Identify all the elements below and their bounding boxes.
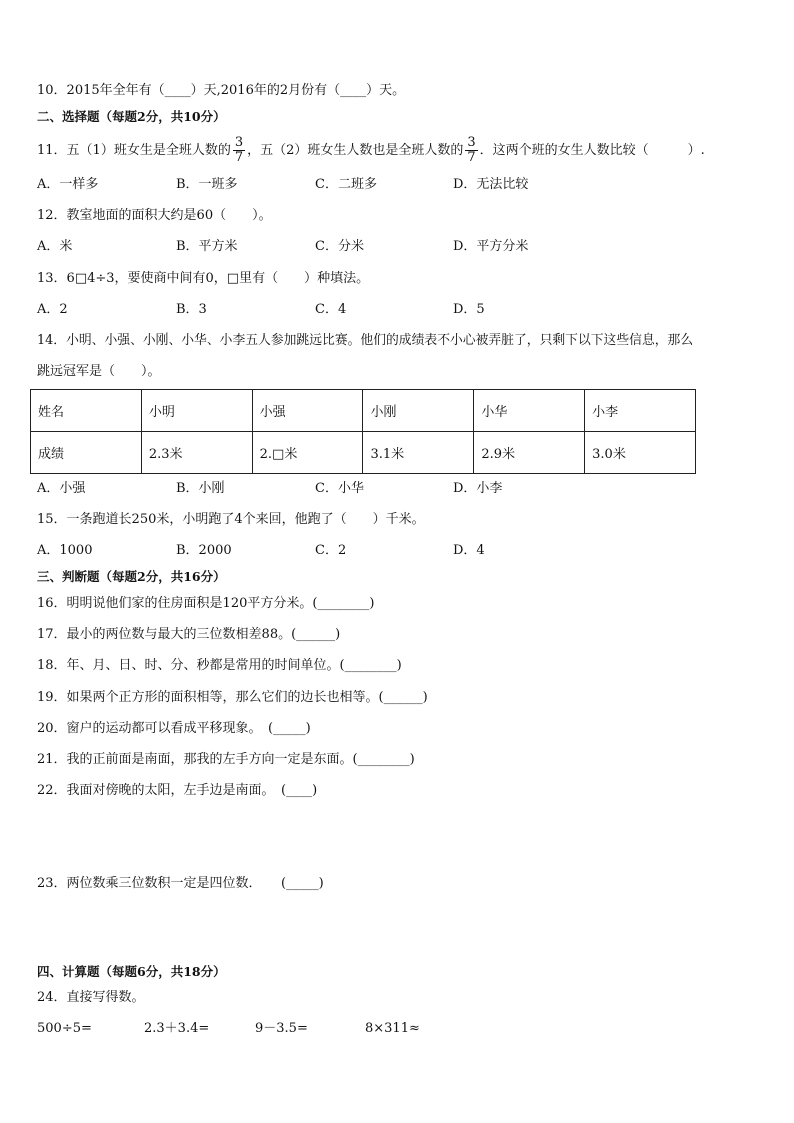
section-heading-choice: 二、选择题（每题2分，共10分） xyxy=(37,109,226,124)
q12-option-d[interactable]: D．平方分米 xyxy=(453,239,529,254)
q13-option-c[interactable]: C．4 xyxy=(315,302,347,317)
question-11-text-part1: 11．五（1）班女生是全班人数的 xyxy=(37,143,231,158)
question-18: 18．年、月、日、时、分、秒都是常用的时间单位。(________) xyxy=(37,658,402,673)
calc-item-4: 8×311≈ xyxy=(365,1021,420,1036)
question-14-line1: 14．小明、小强、小刚、小华、小李五人参加跳远比赛。他们的成绩表不小心被弄脏了，只剩下以下这些信息，那么 xyxy=(37,333,694,348)
question-22: 22．我面对傍晚的太阳，左手边是南面。 (____) xyxy=(37,783,318,798)
q11-option-b[interactable]: B．一班多 xyxy=(176,177,238,192)
question-24: 24．直接写得数。 xyxy=(37,990,145,1005)
question-17: 17．最小的两位数与最大的三位数相差88。(______) xyxy=(37,627,341,642)
score-table xyxy=(30,389,696,474)
q15-option-b[interactable]: B．2000 xyxy=(176,543,232,558)
q14-option-d[interactable]: D．小李 xyxy=(453,481,503,496)
table-cell: 小刚 xyxy=(363,390,474,432)
table-cell: 小强 xyxy=(252,390,363,432)
q11-option-d[interactable]: D．无法比较 xyxy=(453,177,529,192)
question-19: 19．如果两个正方形的面积相等，那么它们的边长也相等。(______) xyxy=(37,690,428,705)
calc-item-1: 500÷5= xyxy=(37,1021,92,1036)
question-14-line2: 跳远冠军是（ ）。 xyxy=(37,364,161,379)
q15-option-c[interactable]: C．2 xyxy=(315,543,347,558)
calc-item-2: 2.3＋3.4= xyxy=(144,1021,210,1036)
section-heading-judgement: 三、判断题（每题2分，共16分） xyxy=(37,569,226,584)
fraction-denominator: 7 xyxy=(467,150,476,165)
q14-option-a[interactable]: A．小强 xyxy=(37,481,86,496)
section-heading-calculation: 四、计算题（每题6分，共18分） xyxy=(37,964,226,979)
q14-option-c[interactable]: C．小华 xyxy=(315,481,364,496)
q12-option-c[interactable]: C．分米 xyxy=(315,239,364,254)
question-16: 16．明明说他们家的住房面积是120平方分米。(________) xyxy=(37,596,375,611)
q11-option-c[interactable]: C．二班多 xyxy=(315,177,377,192)
q14-option-b[interactable]: B．小刚 xyxy=(176,481,225,496)
question-11-text-part3: ．这两个班的女生人数比较（ ）. xyxy=(479,143,705,158)
q15-option-d[interactable]: D．4 xyxy=(453,543,485,558)
question-15: 15．一条跑道长250米，小明跑了4个来回，他跑了（ ）千米。 xyxy=(37,512,425,527)
question-12: 12．教室地面的面积大约是60（ ）。 xyxy=(37,208,272,223)
table-header-row xyxy=(31,390,696,432)
question-11 xyxy=(37,135,705,167)
q15-option-a[interactable]: A．1000 xyxy=(37,543,93,558)
question-21: 21．我的正前面是南面，那我的左手方向一定是东面。(________) xyxy=(37,752,415,767)
table-cell: 3.1米 xyxy=(363,432,474,474)
table-cell: 小华 xyxy=(474,390,585,432)
fraction-numerator: 3 xyxy=(467,135,476,150)
fraction-three-sevenths xyxy=(233,136,245,165)
calc-item-3: 9－3.5= xyxy=(255,1021,308,1036)
question-20: 20．窗户的运动都可以看成平移现象。 (_____) xyxy=(37,721,311,736)
fraction-denominator: 7 xyxy=(234,150,244,165)
table-cell: 3.0米 xyxy=(585,432,696,474)
question-10: 10．2015年全年有（____）天,2016年的2月份有（____）天。 xyxy=(37,83,406,98)
q13-option-d[interactable]: D．5 xyxy=(453,302,485,317)
table-cell: 2.9米 xyxy=(474,432,585,474)
table-cell: 2.3米 xyxy=(141,432,252,474)
question-23: 23．两位数乘三位数积一定是四位数． (_____) xyxy=(37,876,324,891)
fraction-numerator: 3 xyxy=(234,135,244,150)
q13-option-b[interactable]: B．3 xyxy=(176,302,207,317)
table-row xyxy=(31,432,696,474)
table-cell: 姓名 xyxy=(31,390,142,432)
question-13: 13．6□4÷3，要使商中间有0，□里有（ ）种填法。 xyxy=(37,271,370,286)
q12-option-a[interactable]: A．米 xyxy=(37,239,73,254)
q11-option-a[interactable]: A．一样多 xyxy=(37,177,99,192)
q13-option-a[interactable]: A．2 xyxy=(37,302,68,317)
table-cell: 小明 xyxy=(141,390,252,432)
table-cell: 成绩 xyxy=(31,432,142,474)
q12-option-b[interactable]: B．平方米 xyxy=(176,239,238,254)
fraction-three-sevenths-2 xyxy=(465,136,477,165)
question-11-text-part2: ，五（2）班女生人数也是全班人数的 xyxy=(247,143,464,158)
table-cell: 小李 xyxy=(585,390,696,432)
table-cell: 2.□米 xyxy=(252,432,363,474)
